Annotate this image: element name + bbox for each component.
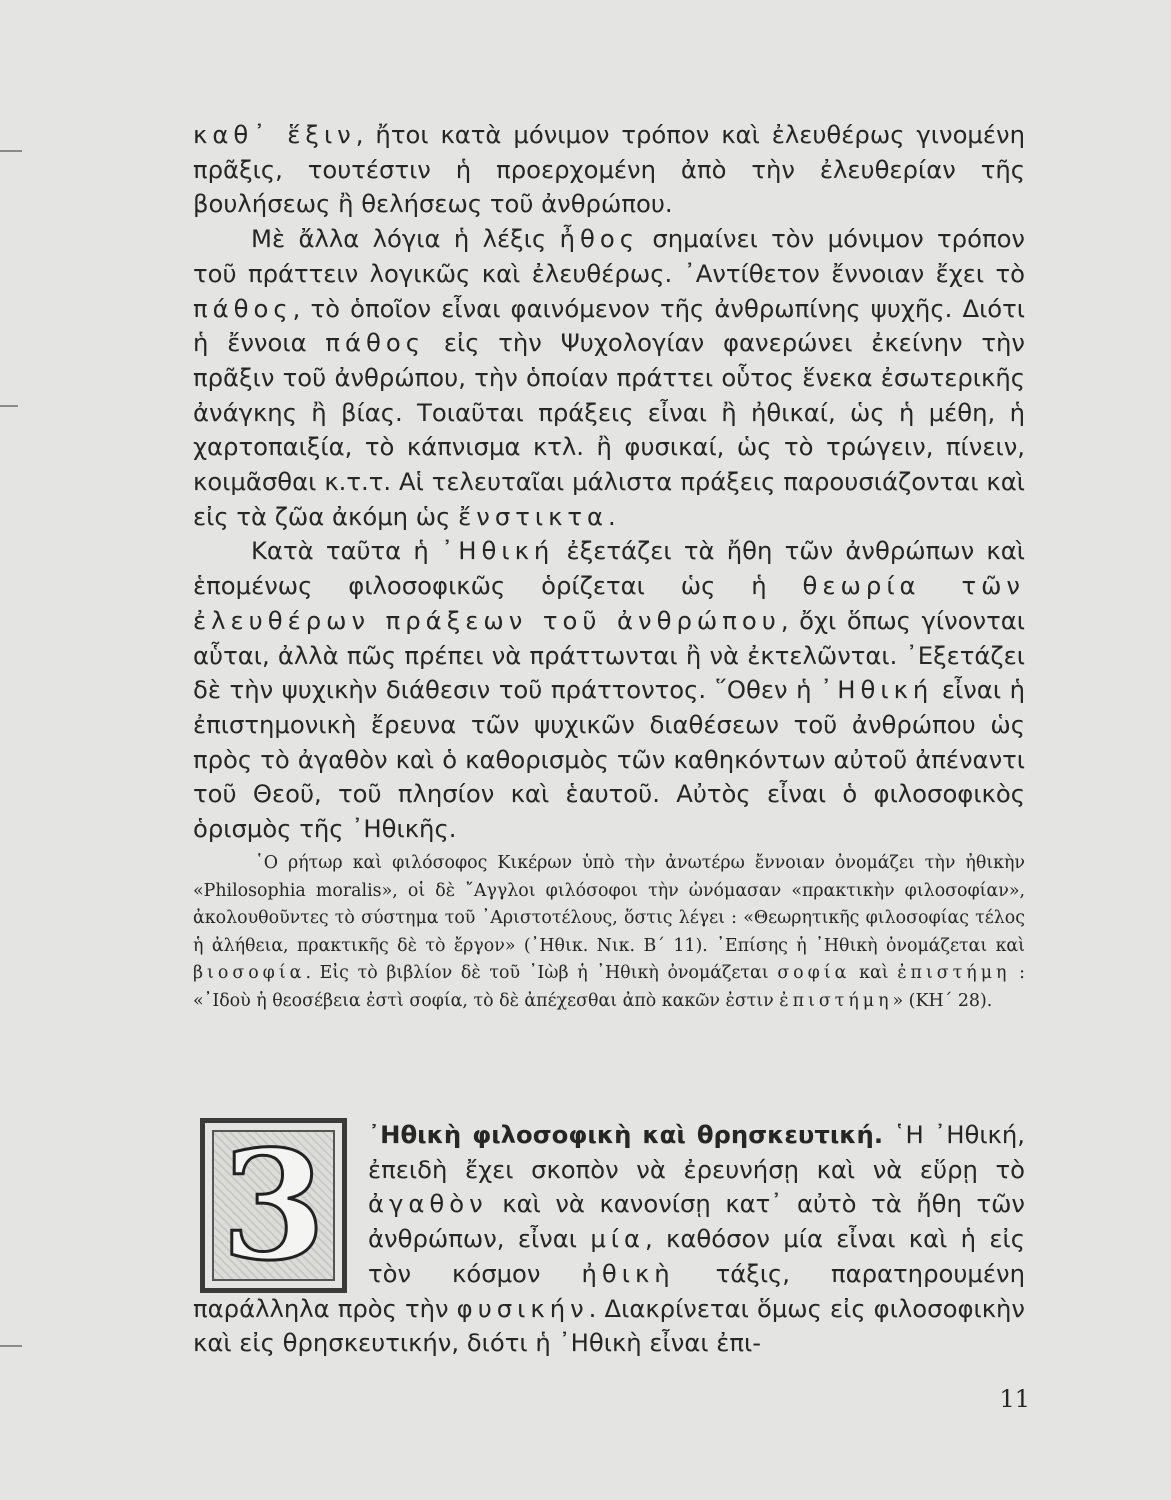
drop-cap-spacer — [193, 1117, 368, 1294]
section-3 — [193, 1118, 1025, 1361]
main-text — [193, 118, 1025, 847]
page-number: 11 — [999, 1385, 1030, 1413]
section-heading: ᾽Ηθικὴ φιλοσοφικὴ καὶ θρησκευτική. — [368, 1120, 884, 1149]
spaced-emphasis: μία — [590, 1224, 646, 1254]
section-text: , καθόσον μία εἶναι καὶ ἡ εἰς τὸν κόσμον — [368, 1224, 1025, 1288]
section-text: . Διακρίνεται ὅμως εἰς φιλοσοφικὴν καὶ εἰς θρησκευτικήν, διότι ἡ ᾽Ηθικὴ εἶναι ἐπι- — [193, 1293, 1025, 1358]
paragraph: Κατὰ ταῦτα ἡ ᾽Ηθική ἐξετάζει τὰ ἤθη τῶν ἀνθρώπων καὶ ἑπομένως φιλοσοφικῶς ὁρίζεται ὡς ἡ θεωρία τῶν ἐλευθέρων πράξεων τοῦ ἀνθρώπου, ὄχι ὅπως γίνονται αὗται, ἀλλὰ πῶς πρέπει νὰ πράττωνται ἢ νὰ ἐκτελῶνται. ᾽Εξετάζει δὲ τὴν ψυχικὴν διάθεσιν τοῦ πράττοντος. ῞Οθεν ἡ ᾽Ηθική εἶναι ἡ ἐπιστημονικὴ ἔρευνα τῶν ψυχικῶν διαθέσεων τοῦ ἀνθρώπου ὡς πρὸς τὸ ἀγαθὸν καὶ ὁ καθορισμὸς τῶν καθηκόντων αὐτοῦ ἀπέναντι τοῦ Θεοῦ, τοῦ πλησίον καὶ ἑαυτοῦ. Αὐτὸς εἶναι ὁ φιλοσοφικὸς ὁρισμὸς τῆς ᾽Ηθικῆς. — [193, 536, 1026, 844]
footnote — [193, 850, 1025, 1015]
spaced-emphasis: ἀγαθὸν — [368, 1189, 488, 1219]
paragraph: καθ᾽ ἕξιν, ἤτοι κατὰ μόνιμον τρόπον καὶ ἐλευθέρως γινομένη πρᾶξις, τουτέστιν ἡ προερχομένη ἀπὸ τὴν ἐλευθερίαν τῆς βουλήσεως ἢ θελήσεως τοῦ ἀνθρώπου. — [193, 120, 1025, 219]
margin-mark — [0, 1345, 22, 1347]
drop-cap-digit: 3 — [221, 1117, 326, 1294]
spaced-emphasis: φυσικήν — [456, 1293, 589, 1323]
paragraph: Μὲ ἄλλα λόγια ἡ λέξις ἦθος σημαίνει τὸν μόνιμον τρόπον τοῦ πράττειν λογικῶς καὶ ἐλευθέρως. ᾽Αντίθετον ἔννοιαν ἔχει τὸ πάθος, τὸ ὁποῖον εἶναι φαινόμενον τῆς ἀνθρωπίνης ψυχῆς. Διότι ἡ ἔννοια πάθος εἰς τὴν Ψυχολογίαν φανερώνει ἐκείνην τὴν πρᾶξιν τοῦ ἀνθρώπου, τὴν ὁποίαν πράττει οὗτος ἕνεκα ἐσωτερικῆς ἀνάγκης ἢ βίας. Τοιαῦται πράξεις εἶναι ἢ ἠθικαί, ὡς ἡ μέθη, ἡ χαρτοπαιξία, τὸ κάπνισμα κτλ. ἢ φυσικαί, ὡς τὸ τρώγειν, πίνειν, κοιμᾶσθαι κ.τ.τ. Αἱ τελευταῖαι μάλιστα πράξεις παρουσιάζονται καὶ εἰς τὰ ζῶα ἀκόμη ὡς ἔνστικτα. — [193, 224, 1026, 531]
footnote-text: ῾Ο ρήτωρ καὶ φιλόσοφος Κικέρων ὑπὸ τὴν ἀνωτέρω ἔννοιαν ὀνομάζει τὴν ἠθικὴν «Philosophia moralis», οἱ δὲ ῎Αγγλοι φιλόσοφοι τὴν ὠνόμασαν «πρακτικὴν φιλοσοφίαν», ἀκολουθοῦντες τὸ σύστημα τοῦ ᾽Αριστοτέλους, ὅστις λέγει : «Θεωρητικῆς φιλοσοφίας τέλος ἡ ἀλήθεια, πρακτικῆς δὲ τὸ ἔργον» (᾽Ηθικ. Νικ. Β´ 11). ᾽Επίσης ἡ ᾽Ηθικὴ ὀνομάζεται καὶ βιοσοφία. Εἰς τὸ βιβλίον δὲ τοῦ ᾽Ιὼβ ἡ ᾽Ηθικὴ ὀνομάζεται σοφία καὶ ἐπιστήμη : «᾽Ιδοὺ ἡ θεοσέβεια ἐστὶ σοφία, τὸ δὲ ἀπέχεσθαι ἀπὸ κακῶν ἐστιν ἐπιστήμη» (ΚΗ´ 28). — [193, 853, 1025, 1011]
section-text: ῾Η ᾽Ηθική, ἐπειδὴ ἔχει σκοπὸν νὰ ἐρευνήσῃ καὶ νὰ εὕρῃ τὸ — [368, 1120, 1025, 1184]
section-text: καὶ νὰ κανονίσῃ κατ᾽ αὐτὸ τὰ ἤθη τῶν ἀνθρώπων, εἶναι — [368, 1189, 1025, 1254]
margin-mark — [0, 405, 18, 407]
spaced-emphasis: ἠθικὴ — [581, 1258, 675, 1288]
margin-mark — [0, 150, 22, 152]
section-3-paragraph — [193, 1118, 1025, 1361]
section-text: τάξις, παρατηρουμένη παράλληλα πρὸς τὴν — [193, 1258, 1025, 1323]
